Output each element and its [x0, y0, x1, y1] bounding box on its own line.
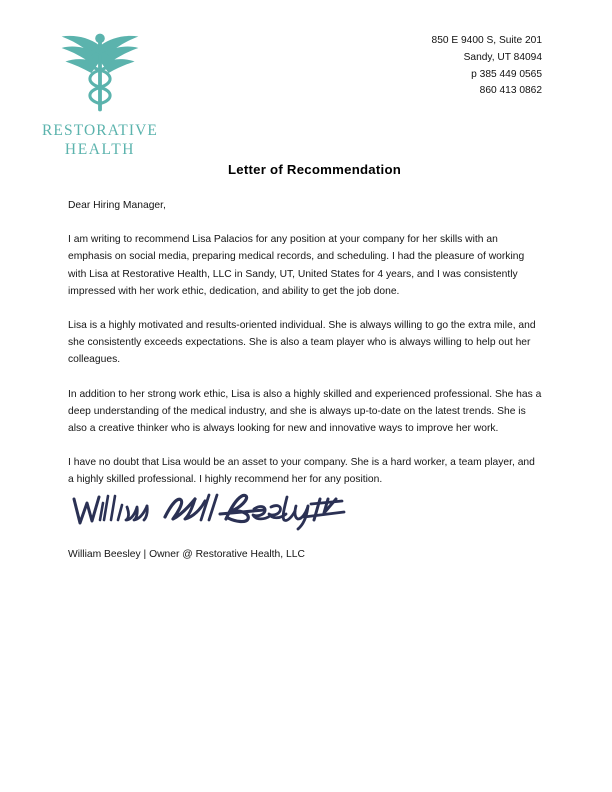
body-paragraph-1: I am writing to recommend Lisa Palacios for any position at your company for her skills with an emphasis on social media, preparing medical records, and scheduling. I had the pleasure of working with Lisa at Restorative Health, LLC in Sandy, UT, United States for 4 years, and I was consistently impressed with her work ethic, dedication, and ability to get the job done. — [68, 234, 525, 297]
handwritten-signature-icon — [68, 487, 346, 537]
logo-wordmark — [38, 122, 162, 160]
address-phone-primary: p 385 449 0565 — [471, 68, 542, 80]
letterhead-address-block — [432, 33, 542, 100]
body-paragraph-3: In addition to her strong work ethic, Lisa is also a highly skilled and experienced professional. She has a deep understanding of the medical industry, and she is always up-to-date on the latest trends. She is also a creative thinker who is always looking for new and innovative ways to improve her work. — [68, 388, 542, 435]
signature-block — [68, 487, 398, 562]
logo-word-restorative: RESTORATIVE — [41, 122, 158, 139]
body-paragraph-2: Lisa is a highly motivated and results-oriented individual. She is always willing to go the extra mile, and she consistently exceeds expectations. She is also a team player who is always willing to help out her colleagues. — [68, 320, 536, 366]
address-city-state-zip: Sandy, UT 84094 — [463, 51, 542, 63]
caduceus-icon — [52, 24, 148, 120]
page-title: Letter of Recommendation — [228, 162, 402, 177]
signature-printed-name: William Beesley | Owner @ Restorative Health, LLC — [68, 549, 305, 560]
address-phone-secondary: 860 413 0862 — [479, 85, 542, 97]
address-street: 850 E 9400 S, Suite 201 — [431, 35, 542, 46]
logo-word-health: HEALTH — [64, 140, 136, 158]
body-paragraph-4: I have no doubt that Lisa would be an asset to your company. She is a hard worker, a team player, and a highly skilled professional. I highly recommend her for any position. — [68, 457, 535, 486]
letter-body — [68, 197, 543, 489]
salutation: Dear Hiring Manager, — [68, 200, 166, 211]
company-logo — [38, 24, 162, 160]
